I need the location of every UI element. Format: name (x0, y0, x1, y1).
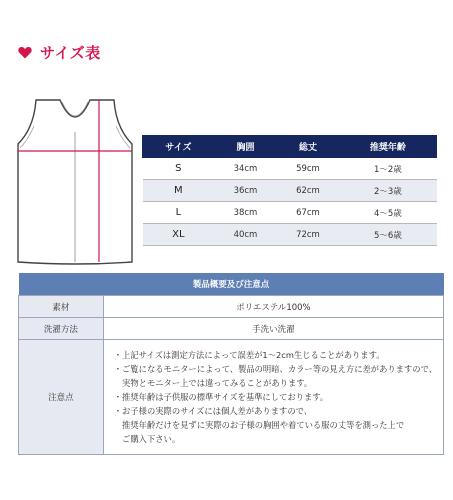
size-cell: M (143, 180, 215, 202)
material-value: ポリエステル100% (103, 296, 443, 318)
size-cell: XL (143, 224, 215, 246)
size-cell: L (143, 202, 215, 224)
wash-value: 手洗い洗濯 (103, 318, 443, 340)
length-cell: 59cm (277, 158, 340, 180)
length-cell: 72cm (277, 224, 340, 246)
wash-label: 洗濯方法 (19, 318, 104, 340)
size-table-header-row (143, 136, 437, 158)
heart-icon (18, 46, 32, 59)
wash-row (19, 318, 444, 340)
material-label: 素材 (19, 296, 104, 318)
material-row (19, 296, 444, 318)
table-row (143, 180, 437, 202)
chest-cell: 40cm (214, 224, 277, 246)
size-column-header: サイズ (143, 136, 215, 158)
size-table (142, 135, 437, 246)
note-line: ご購入下さい。 (113, 434, 181, 444)
age-cell: 4〜5歳 (339, 202, 436, 224)
length-column-header: 総丈 (277, 136, 340, 158)
size-chart-header (18, 42, 101, 63)
table-row (143, 224, 437, 246)
age-cell: 2〜3歳 (339, 180, 436, 202)
note-line: 推奨年齢だけを見ずに実際のお子様の胸囲や着ている服の丈等を測った上で (113, 420, 405, 430)
length-cell: 62cm (277, 180, 340, 202)
notes-row (19, 340, 444, 455)
table-row (143, 158, 437, 180)
chest-column-header: 胸囲 (214, 136, 277, 158)
note-line: 実物とモニター上では違ってみることがあります。 (113, 378, 313, 388)
chest-cell: 34cm (214, 158, 277, 180)
table-row (143, 202, 437, 224)
age-cell: 1〜2歳 (339, 158, 436, 180)
note-line: ・上記サイズは測定方法によって誤差が1〜2cm生じることがあります。 (113, 350, 385, 360)
chest-cell: 36cm (214, 180, 277, 202)
spec-table-title: 製品概要及び注意点 (19, 273, 444, 296)
note-line: ・推奨年齢は子供服の標準サイズを基準にしております。 (113, 392, 329, 402)
age-column-header: 推奨年齢 (339, 136, 436, 158)
notes-label: 注意点 (19, 340, 104, 455)
age-cell: 5〜6歳 (339, 224, 436, 246)
notes-content (103, 340, 443, 455)
product-spec-table (18, 273, 444, 455)
note-line: ・お子様の実際のサイズには個人差がありますので、 (113, 406, 313, 416)
length-cell: 67cm (277, 202, 340, 224)
chest-cell: 38cm (214, 202, 277, 224)
page-title: サイズ表 (40, 44, 101, 62)
vest-illustration (14, 96, 136, 268)
size-cell: S (143, 158, 215, 180)
note-line: ・ご覧になるモニターによって、製品の明暗、カラー等の見え方に差がありますので、 (113, 364, 437, 374)
